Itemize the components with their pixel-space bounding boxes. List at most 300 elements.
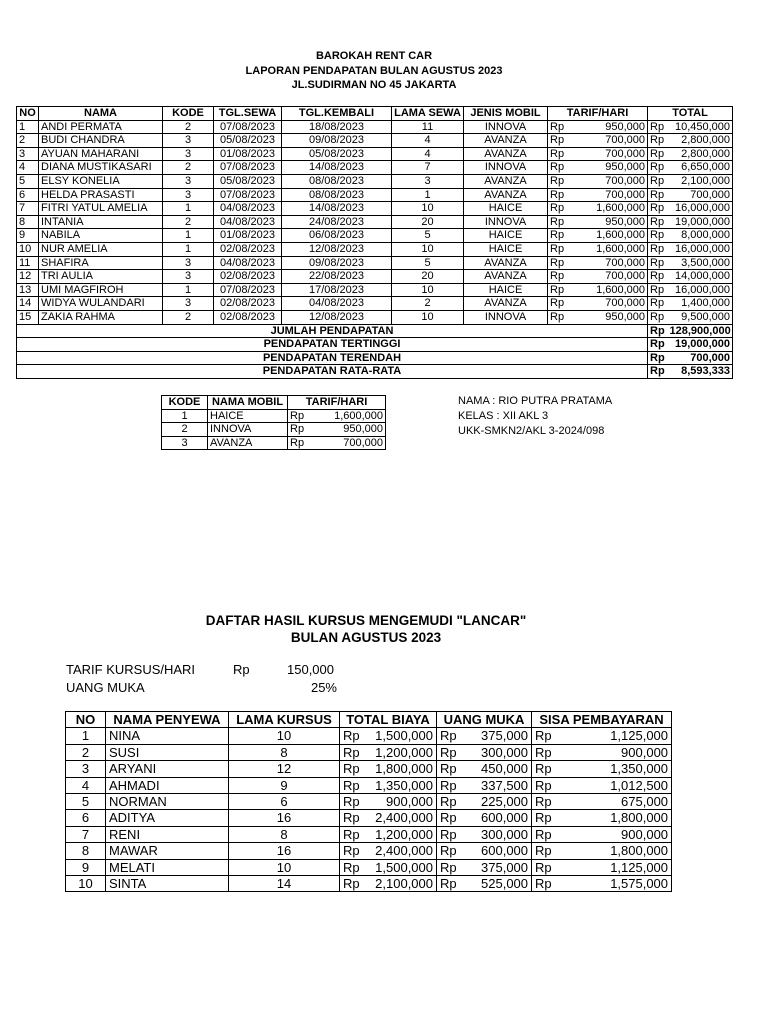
row-total: 16,000,000 bbox=[668, 242, 733, 256]
row-tgl-kembali: 04/08/2023 bbox=[282, 297, 392, 311]
row-jenis-mobil: INNOVA bbox=[464, 120, 548, 134]
row-lama-sewa: 10 bbox=[392, 283, 464, 297]
row-total: 2,800,000 bbox=[668, 134, 733, 148]
row-total: 16,000,000 bbox=[668, 202, 733, 216]
row-kode: 3 bbox=[163, 188, 214, 202]
course-row-lama: 12 bbox=[229, 761, 340, 777]
row-kode: 1 bbox=[163, 202, 214, 216]
course-row-nama: AHMADI bbox=[106, 777, 229, 793]
course-row-sisa-currency: Rp bbox=[532, 777, 554, 793]
table-row bbox=[17, 270, 733, 284]
row-tarif-currency: Rp bbox=[548, 242, 568, 256]
row-total-currency: Rp bbox=[648, 283, 668, 297]
row-tgl-kembali: 06/08/2023 bbox=[282, 229, 392, 243]
row-jenis-mobil: AVANZA bbox=[464, 270, 548, 284]
row-nama: ZAKIA RAHMA bbox=[39, 310, 163, 324]
course-row-no: 6 bbox=[66, 810, 106, 826]
row-tarif-currency: Rp bbox=[548, 297, 568, 311]
col-header-jenis-mobil: JENIS MOBIL bbox=[464, 107, 548, 121]
course-row-no: 1 bbox=[66, 728, 106, 744]
row-tgl-kembali: 09/08/2023 bbox=[282, 256, 392, 270]
course-row-sisa-currency: Rp bbox=[532, 826, 554, 842]
row-no: 3 bbox=[17, 147, 39, 161]
row-lama-sewa: 4 bbox=[392, 147, 464, 161]
row-tarif: 700,000 bbox=[568, 134, 648, 148]
row-lama-sewa: 5 bbox=[392, 256, 464, 270]
course-row-sisa: 1,125,000 bbox=[554, 728, 672, 744]
course-row-sisa: 1,800,000 bbox=[554, 810, 672, 826]
row-tgl-sewa: 04/08/2023 bbox=[214, 256, 282, 270]
col-header-lama-sewa: LAMA SEWA bbox=[392, 107, 464, 121]
row-tarif: 700,000 bbox=[568, 188, 648, 202]
row-total-currency: Rp bbox=[648, 310, 668, 324]
course-row-uang-muka-currency: Rp bbox=[437, 761, 459, 777]
row-no: 8 bbox=[17, 215, 39, 229]
rental-income-table bbox=[16, 106, 733, 379]
summary-currency: Rp bbox=[648, 338, 668, 352]
course-row-no: 9 bbox=[66, 859, 106, 875]
row-jenis-mobil: INNOVA bbox=[464, 161, 548, 175]
course-row-no: 10 bbox=[66, 876, 106, 892]
row-tgl-sewa: 07/08/2023 bbox=[214, 161, 282, 175]
row-tarif-currency: Rp bbox=[548, 161, 568, 175]
row-total-currency: Rp bbox=[648, 270, 668, 284]
course-row-total: 2,400,000 bbox=[362, 843, 437, 859]
row-no: 1 bbox=[17, 120, 39, 134]
row-tarif-currency: Rp bbox=[548, 120, 568, 134]
row-nama: BUDI CHANDRA bbox=[39, 134, 163, 148]
row-nama: WIDYA WULANDARI bbox=[39, 297, 163, 311]
course-row-no: 5 bbox=[66, 794, 106, 810]
course-row-no: 3 bbox=[66, 761, 106, 777]
course-row-sisa-currency: Rp bbox=[532, 794, 554, 810]
row-lama-sewa: 4 bbox=[392, 134, 464, 148]
col-header-tarif: TARIF/HARI bbox=[548, 107, 648, 121]
row-tarif: 700,000 bbox=[568, 256, 648, 270]
course-row-uang-muka: 600,000 bbox=[459, 810, 532, 826]
course-row-nama: NORMAN bbox=[106, 794, 229, 810]
summary-row bbox=[17, 351, 733, 365]
student-exam-id: UKK-SMKN2/AKL 3-2024/098 bbox=[458, 425, 605, 437]
car-rate-table bbox=[161, 395, 386, 450]
row-lama-sewa: 1 bbox=[392, 188, 464, 202]
course-col-header-no: NO bbox=[66, 712, 106, 728]
course-row-total: 1,200,000 bbox=[362, 826, 437, 842]
row-nama: NUR AMELIA bbox=[39, 242, 163, 256]
table-row bbox=[17, 297, 733, 311]
row-tgl-kembali: 08/08/2023 bbox=[282, 174, 392, 188]
row-no: 5 bbox=[17, 174, 39, 188]
row-total-currency: Rp bbox=[648, 229, 668, 243]
row-tgl-sewa: 02/08/2023 bbox=[214, 297, 282, 311]
row-jenis-mobil: INNOVA bbox=[464, 215, 548, 229]
row-total-currency: Rp bbox=[648, 147, 668, 161]
car-col-header-tarif: TARIF/HARI bbox=[288, 396, 386, 410]
row-nama: UMI MAGFIROH bbox=[39, 283, 163, 297]
col-header-tgl-sewa: TGL.SEWA bbox=[214, 107, 282, 121]
table-row bbox=[17, 134, 733, 148]
row-tarif-currency: Rp bbox=[548, 134, 568, 148]
row-tgl-kembali: 05/08/2023 bbox=[282, 147, 392, 161]
summary-currency: Rp bbox=[648, 365, 668, 379]
table-row bbox=[66, 876, 672, 892]
row-tgl-kembali: 24/08/2023 bbox=[282, 215, 392, 229]
table-row bbox=[17, 161, 733, 175]
row-no: 9 bbox=[17, 229, 39, 243]
row-tgl-sewa: 07/08/2023 bbox=[214, 188, 282, 202]
row-kode: 1 bbox=[163, 242, 214, 256]
course-row-sisa: 1,125,000 bbox=[554, 859, 672, 875]
row-tgl-kembali: 09/08/2023 bbox=[282, 134, 392, 148]
row-tarif-currency: Rp bbox=[548, 174, 568, 188]
course-row-sisa: 1,800,000 bbox=[554, 843, 672, 859]
course-row-total-currency: Rp bbox=[340, 859, 362, 875]
summary-label: PENDAPATAN TERTINGGI bbox=[17, 338, 648, 352]
row-tarif: 1,600,000 bbox=[568, 242, 648, 256]
table-row bbox=[162, 409, 386, 423]
row-tarif-currency: Rp bbox=[548, 283, 568, 297]
course-row-total-currency: Rp bbox=[340, 843, 362, 859]
row-tarif-currency: Rp bbox=[548, 229, 568, 243]
row-total: 10,450,000 bbox=[668, 120, 733, 134]
row-no: 12 bbox=[17, 270, 39, 284]
row-total-currency: Rp bbox=[648, 120, 668, 134]
course-row-lama: 6 bbox=[229, 794, 340, 810]
row-lama-sewa: 7 bbox=[392, 161, 464, 175]
col-header-kode: KODE bbox=[163, 107, 214, 121]
row-jenis-mobil: HAICE bbox=[464, 202, 548, 216]
row-tarif-currency: Rp bbox=[548, 256, 568, 270]
row-total: 2,800,000 bbox=[668, 147, 733, 161]
row-jenis-mobil: HAICE bbox=[464, 229, 548, 243]
row-total: 3,500,000 bbox=[668, 256, 733, 270]
row-no: 2 bbox=[17, 134, 39, 148]
row-tarif: 950,000 bbox=[568, 215, 648, 229]
row-tarif-currency: Rp bbox=[548, 310, 568, 324]
summary-row bbox=[17, 338, 733, 352]
car-tarif-currency: Rp bbox=[288, 409, 310, 423]
table-row bbox=[66, 744, 672, 760]
course-row-uang-muka-currency: Rp bbox=[437, 876, 459, 892]
row-total: 700,000 bbox=[668, 188, 733, 202]
table-row bbox=[17, 174, 733, 188]
row-tgl-kembali: 22/08/2023 bbox=[282, 270, 392, 284]
course-rate-label: TARIF KURSUS/HARI bbox=[66, 662, 196, 677]
course-row-total-currency: Rp bbox=[340, 728, 362, 744]
row-tarif: 700,000 bbox=[568, 297, 648, 311]
row-jenis-mobil: AVANZA bbox=[464, 174, 548, 188]
row-tgl-sewa: 02/08/2023 bbox=[214, 270, 282, 284]
car-nama: HAICE bbox=[208, 409, 288, 423]
report-title-period: LAPORAN PENDAPATAN BULAN AGUSTUS 2023 bbox=[245, 65, 503, 77]
course-row-total: 1,350,000 bbox=[362, 777, 437, 793]
row-tgl-sewa: 02/08/2023 bbox=[214, 242, 282, 256]
row-total-currency: Rp bbox=[648, 297, 668, 311]
row-kode: 3 bbox=[163, 256, 214, 270]
row-tgl-kembali: 18/08/2023 bbox=[282, 120, 392, 134]
course-row-uang-muka-currency: Rp bbox=[437, 728, 459, 744]
table-row bbox=[17, 215, 733, 229]
table-row bbox=[66, 761, 672, 777]
summary-label: PENDAPATAN RATA-RATA bbox=[17, 365, 648, 379]
course-row-sisa: 1,012,500 bbox=[554, 777, 672, 793]
course-results-table bbox=[65, 711, 672, 892]
row-no: 10 bbox=[17, 242, 39, 256]
course-row-lama: 9 bbox=[229, 777, 340, 793]
course-table-header bbox=[66, 712, 672, 728]
row-jenis-mobil: HAICE bbox=[464, 242, 548, 256]
course-row-total-currency: Rp bbox=[340, 826, 362, 842]
course-row-total: 2,400,000 bbox=[362, 810, 437, 826]
row-total-currency: Rp bbox=[648, 188, 668, 202]
row-tgl-kembali: 12/08/2023 bbox=[282, 310, 392, 324]
col-header-nama: NAMA bbox=[39, 107, 163, 121]
row-kode: 3 bbox=[163, 134, 214, 148]
row-tgl-sewa: 04/08/2023 bbox=[214, 215, 282, 229]
course-row-uang-muka-currency: Rp bbox=[437, 859, 459, 875]
row-kode: 2 bbox=[163, 161, 214, 175]
row-kode: 1 bbox=[163, 283, 214, 297]
row-tgl-sewa: 02/08/2023 bbox=[214, 310, 282, 324]
course-rate-value: 150,000 bbox=[287, 662, 334, 677]
row-jenis-mobil: AVANZA bbox=[464, 188, 548, 202]
row-tgl-kembali: 14/08/2023 bbox=[282, 161, 392, 175]
row-tgl-kembali: 08/08/2023 bbox=[282, 188, 392, 202]
down-payment-label: UANG MUKA bbox=[66, 680, 145, 695]
row-lama-sewa: 10 bbox=[392, 242, 464, 256]
course-row-uang-muka: 450,000 bbox=[459, 761, 532, 777]
course-row-total: 900,000 bbox=[362, 794, 437, 810]
table-row bbox=[66, 826, 672, 842]
row-total: 2,100,000 bbox=[668, 174, 733, 188]
row-tarif: 700,000 bbox=[568, 270, 648, 284]
row-tgl-kembali: 17/08/2023 bbox=[282, 283, 392, 297]
course-row-sisa: 900,000 bbox=[554, 826, 672, 842]
course-row-total-currency: Rp bbox=[340, 810, 362, 826]
course-row-no: 8 bbox=[66, 843, 106, 859]
course-col-header-nama: NAMA PENYEWA bbox=[106, 712, 229, 728]
course-row-total-currency: Rp bbox=[340, 761, 362, 777]
table-row bbox=[66, 777, 672, 793]
row-lama-sewa: 3 bbox=[392, 174, 464, 188]
row-tgl-sewa: 05/08/2023 bbox=[214, 174, 282, 188]
row-tarif-currency: Rp bbox=[548, 215, 568, 229]
course-row-lama: 16 bbox=[229, 843, 340, 859]
row-kode: 1 bbox=[163, 229, 214, 243]
summary-row bbox=[17, 324, 733, 338]
car-col-header-nama: NAMA MOBIL bbox=[208, 396, 288, 410]
table-row bbox=[17, 229, 733, 243]
down-payment-value: 25% bbox=[310, 680, 337, 695]
row-nama: AYUAN MAHARANI bbox=[39, 147, 163, 161]
col-header-tgl-kembali: TGL.KEMBALI bbox=[282, 107, 392, 121]
summary-currency: Rp bbox=[648, 324, 668, 338]
row-nama: FITRI YATUL AMELIA bbox=[39, 202, 163, 216]
row-lama-sewa: 10 bbox=[392, 202, 464, 216]
row-total-currency: Rp bbox=[648, 161, 668, 175]
course-row-uang-muka-currency: Rp bbox=[437, 744, 459, 760]
course-row-total: 1,200,000 bbox=[362, 744, 437, 760]
row-total: 19,000,000 bbox=[668, 215, 733, 229]
car-kode: 2 bbox=[162, 423, 208, 437]
table-row bbox=[66, 859, 672, 875]
row-nama: ELSY KONELIA bbox=[39, 174, 163, 188]
course-row-nama: NINA bbox=[106, 728, 229, 744]
row-tarif: 950,000 bbox=[568, 310, 648, 324]
course-row-uang-muka: 300,000 bbox=[459, 826, 532, 842]
row-no: 11 bbox=[17, 256, 39, 270]
car-col-header-kode: KODE bbox=[162, 396, 208, 410]
row-no: 14 bbox=[17, 297, 39, 311]
course-row-total: 1,500,000 bbox=[362, 859, 437, 875]
row-kode: 2 bbox=[163, 310, 214, 324]
car-table-header bbox=[162, 396, 386, 410]
row-tgl-sewa: 01/08/2023 bbox=[214, 229, 282, 243]
row-tgl-sewa: 01/08/2023 bbox=[214, 147, 282, 161]
row-lama-sewa: 11 bbox=[392, 120, 464, 134]
row-tgl-sewa: 05/08/2023 bbox=[214, 134, 282, 148]
row-no: 7 bbox=[17, 202, 39, 216]
row-lama-sewa: 5 bbox=[392, 229, 464, 243]
course-row-lama: 16 bbox=[229, 810, 340, 826]
row-total: 1,400,000 bbox=[668, 297, 733, 311]
row-jenis-mobil: AVANZA bbox=[464, 147, 548, 161]
course-row-lama: 8 bbox=[229, 826, 340, 842]
course-row-sisa: 1,350,000 bbox=[554, 761, 672, 777]
table-row bbox=[66, 728, 672, 744]
row-tarif: 1,600,000 bbox=[568, 202, 648, 216]
row-jenis-mobil: AVANZA bbox=[464, 134, 548, 148]
course-row-nama: ADITYA bbox=[106, 810, 229, 826]
report-title-address: JL.SUDIRMAN NO 45 JAKARTA bbox=[291, 79, 457, 91]
rental-table-header bbox=[17, 107, 733, 121]
table-row bbox=[66, 794, 672, 810]
course-row-sisa: 900,000 bbox=[554, 744, 672, 760]
row-tarif: 700,000 bbox=[568, 174, 648, 188]
car-tarif: 1,600,000 bbox=[310, 409, 386, 423]
course-row-sisa-currency: Rp bbox=[532, 810, 554, 826]
table-row bbox=[66, 843, 672, 859]
course-row-sisa: 675,000 bbox=[554, 794, 672, 810]
course-col-header-sisa: SISA PEMBAYARAN bbox=[532, 712, 672, 728]
row-tgl-kembali: 12/08/2023 bbox=[282, 242, 392, 256]
table-row bbox=[17, 202, 733, 216]
row-nama: SHAFIRA bbox=[39, 256, 163, 270]
course-row-uang-muka: 337,500 bbox=[459, 777, 532, 793]
car-tarif-currency: Rp bbox=[288, 423, 310, 437]
course-row-uang-muka: 375,000 bbox=[459, 728, 532, 744]
course-row-uang-muka-currency: Rp bbox=[437, 777, 459, 793]
summary-value: 700,000 bbox=[668, 351, 733, 365]
row-kode: 2 bbox=[163, 120, 214, 134]
row-nama: HELDA PRASASTI bbox=[39, 188, 163, 202]
row-jenis-mobil: INNOVA bbox=[464, 310, 548, 324]
report-title-company: BAROKAH RENT CAR bbox=[315, 50, 433, 62]
row-total: 8,000,000 bbox=[668, 229, 733, 243]
summary-label: PENDAPATAN TERENDAH bbox=[17, 351, 648, 365]
table-row bbox=[162, 423, 386, 437]
summary-value: 8,593,333 bbox=[668, 365, 733, 379]
summary-currency: Rp bbox=[648, 351, 668, 365]
table-row bbox=[17, 147, 733, 161]
row-total: 16,000,000 bbox=[668, 283, 733, 297]
row-lama-sewa: 20 bbox=[392, 270, 464, 284]
row-total-currency: Rp bbox=[648, 215, 668, 229]
course-row-total-currency: Rp bbox=[340, 744, 362, 760]
course-row-nama: ARYANI bbox=[106, 761, 229, 777]
row-total-currency: Rp bbox=[648, 256, 668, 270]
car-kode: 1 bbox=[162, 409, 208, 423]
table-row bbox=[162, 436, 386, 450]
row-tgl-sewa: 07/08/2023 bbox=[214, 120, 282, 134]
row-tarif-currency: Rp bbox=[548, 202, 568, 216]
course-row-uang-muka-currency: Rp bbox=[437, 843, 459, 859]
row-tarif-currency: Rp bbox=[548, 147, 568, 161]
row-no: 15 bbox=[17, 310, 39, 324]
row-total: 6,650,000 bbox=[668, 161, 733, 175]
course-row-uang-muka-currency: Rp bbox=[437, 794, 459, 810]
row-tarif: 950,000 bbox=[568, 161, 648, 175]
row-kode: 3 bbox=[163, 297, 214, 311]
course-row-lama: 8 bbox=[229, 744, 340, 760]
course-row-no: 4 bbox=[66, 777, 106, 793]
car-tarif-currency: Rp bbox=[288, 436, 310, 450]
row-lama-sewa: 20 bbox=[392, 215, 464, 229]
row-tarif-currency: Rp bbox=[548, 188, 568, 202]
course-row-no: 7 bbox=[66, 826, 106, 842]
row-kode: 2 bbox=[163, 215, 214, 229]
row-nama: INTANIA bbox=[39, 215, 163, 229]
course-col-header-total: TOTAL BIAYA bbox=[340, 712, 437, 728]
row-total-currency: Rp bbox=[648, 174, 668, 188]
course-row-nama: RENI bbox=[106, 826, 229, 842]
row-no: 13 bbox=[17, 283, 39, 297]
col-header-no: NO bbox=[17, 107, 39, 121]
course-row-sisa: 1,575,000 bbox=[554, 876, 672, 892]
row-tarif: 1,600,000 bbox=[568, 229, 648, 243]
row-lama-sewa: 10 bbox=[392, 310, 464, 324]
row-tarif-currency: Rp bbox=[548, 270, 568, 284]
course-row-total: 1,500,000 bbox=[362, 728, 437, 744]
student-name: NAMA : RIO PUTRA PRATAMA bbox=[458, 395, 613, 407]
course-row-uang-muka: 300,000 bbox=[459, 744, 532, 760]
row-nama: NABILA bbox=[39, 229, 163, 243]
row-nama: ANDI PERMATA bbox=[39, 120, 163, 134]
course-row-no: 2 bbox=[66, 744, 106, 760]
course-row-uang-muka: 525,000 bbox=[459, 876, 532, 892]
row-total-currency: Rp bbox=[648, 134, 668, 148]
course-col-header-uang-muka: UANG MUKA bbox=[437, 712, 532, 728]
row-jenis-mobil: HAICE bbox=[464, 283, 548, 297]
course-row-total: 1,800,000 bbox=[362, 761, 437, 777]
course-row-nama: SUSI bbox=[106, 744, 229, 760]
course-row-sisa-currency: Rp bbox=[532, 728, 554, 744]
course-row-uang-muka: 375,000 bbox=[459, 859, 532, 875]
row-total-currency: Rp bbox=[648, 202, 668, 216]
table-row bbox=[17, 310, 733, 324]
row-nama: TRI AULIA bbox=[39, 270, 163, 284]
row-kode: 3 bbox=[163, 270, 214, 284]
course-row-uang-muka-currency: Rp bbox=[437, 826, 459, 842]
summary-label: JUMLAH PENDAPATAN bbox=[17, 324, 648, 338]
course-row-total-currency: Rp bbox=[340, 777, 362, 793]
course-row-uang-muka-currency: Rp bbox=[437, 810, 459, 826]
row-jenis-mobil: AVANZA bbox=[464, 256, 548, 270]
car-nama: INNOVA bbox=[208, 423, 288, 437]
row-total-currency: Rp bbox=[648, 242, 668, 256]
course-row-sisa-currency: Rp bbox=[532, 876, 554, 892]
col-header-total: TOTAL bbox=[648, 107, 733, 121]
